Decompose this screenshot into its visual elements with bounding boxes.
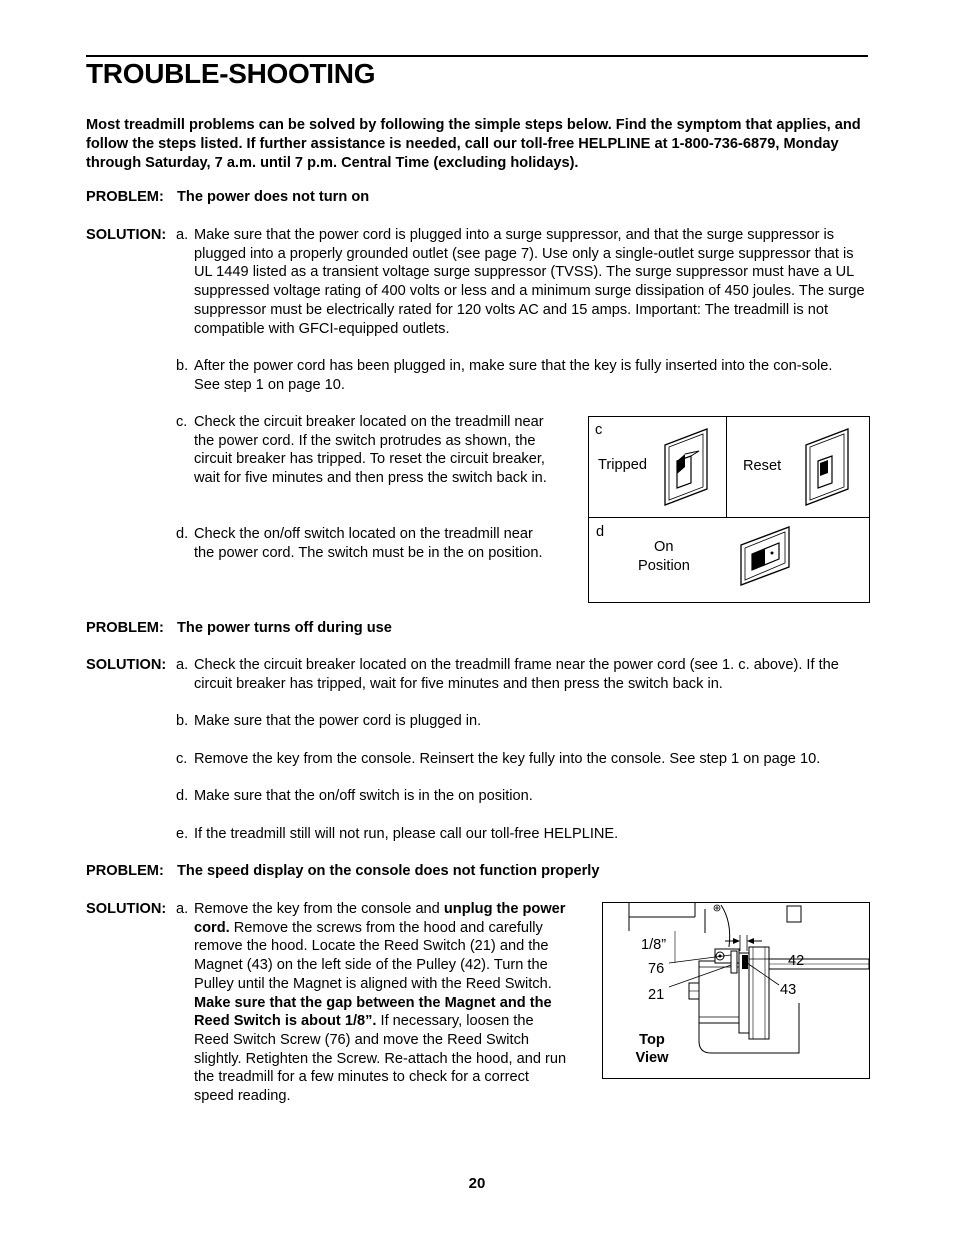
step-letter: b. [176,713,189,729]
reed-switch-figure [602,902,870,1079]
on-label: On [654,539,674,555]
step-text: Make sure that the power cord is plugged in. [194,713,482,729]
step-text: Make sure that the on/off switch is in the on position. [194,788,533,804]
tripped-label: Tripped [598,457,647,473]
problem-1-text: The power does not turn on [177,189,370,205]
page-title: TROUBLE-SHOOTING [86,58,376,89]
problem-2-heading [86,619,392,638]
p1-step-a [176,226,870,338]
p1-step-d [176,525,554,562]
step-letter: c. [176,751,188,767]
problem-3-text: The speed display on the console does not function properly [177,863,600,879]
problem-3-heading [86,862,599,881]
gap-label: 1/8” [641,937,667,953]
step-letter: a. [176,227,189,243]
step-text: After the power cord has been plugged in, make sure that the key is fully inserted into the con-sole. See step 1 on page 10. [194,358,833,393]
step-text: Check the circuit breaker located on the treadmill near the power cord. If the switch protrudes as shown, the circuit breaker has tripped. To reset the circuit breaker, wait for five minutes and then press the switch back in. [194,414,547,487]
on-off-switch-icon [737,523,803,591]
tripped-breaker-icon [661,427,717,507]
step-letter: c. [176,414,188,430]
figure-letter-d: d [596,524,605,540]
top-label: Top [639,1032,665,1048]
step-text: Check the on/off switch located on the treadmill near the power cord. The switch must be in the on position. [194,526,543,561]
solution-2-label: SOLUTION: [86,657,167,673]
p3-step-a [176,900,568,1106]
step-text: If the treadmill still will not run, please call our toll-free HELPLINE. [194,826,619,842]
p2-step-d [176,787,870,806]
step-letter: d. [176,788,189,804]
step-letter: d. [176,526,189,542]
p2-step-e [176,825,870,844]
reset-breaker-icon [802,427,858,507]
problem-label: PROBLEM: [86,863,164,879]
figure-letter-c: c [595,422,603,438]
reed-switch-diagram [603,903,869,1078]
step-text: Remove the key from the console. Reinsert the key fully into the console. See step 1 on page 10. [194,751,821,767]
p1-step-b [176,357,856,394]
solution-1-label: SOLUTION: [86,227,167,243]
step-text: Check the circuit breaker located on the treadmill frame near the power cord (see 1. c. above). If the circuit breaker has tripped, wait for five minutes and then press the switch back in. [194,657,839,692]
solution-3-label: SOLUTION: [86,901,167,917]
page-number: 20 [468,1175,486,1192]
view-label: View [635,1050,669,1066]
callout-21: 21 [648,987,665,1003]
p2-step-a [176,656,870,693]
problem-label: PROBLEM: [86,620,164,636]
reset-label: Reset [743,458,782,474]
intro-paragraph: Most treadmill problems can be solved by following the simple steps below. Find the symptom that applies, and follow the steps listed. If further assistance is needed, call our toll-free HELPLINE at 1-800-736-6879, Monday through Saturday, 7 a.m. until 7 p.m. Central Time (excluding holidays). [86,117,861,171]
step-letter: a. [176,901,189,917]
problem-2-text: The power turns off during use [177,620,392,636]
callout-76: 76 [648,961,665,977]
p1-step-c [176,413,554,488]
callout-42: 42 [788,953,805,969]
p2-step-c [176,750,876,769]
header-rule [86,55,868,57]
problem-1-heading [86,188,369,207]
step-letter: a. [176,657,189,673]
problem-label: PROBLEM: [86,189,164,205]
step-letter: e. [176,826,189,842]
step-text: Remove the key from the console and unplug the power cord. Remove the screws from the hood and carefully remove the hood. Locate the Reed Switch (21) and the Magnet (43) on the left side of the Pulley (42). Turn the Pulley until the Magnet is aligned with the Reed Switch. Make sure that the gap between the Magnet and the Reed Switch is about 1/8”. If necessary, loosen the Reed Switch Screw (76) and move the Reed Switch slightly. Retighten the Screw. Re-attach the hood, and run the treadmill for a few minutes to check for a correct speed reading. [194,901,567,1105]
step-text: Make sure that the power cord is plugged into a surge suppressor, and that the surge suppressor is plugged into a properly grounded outlet (see page 7). Use only a single-outlet surge suppressor that is UL 1449 listed as a transient voltage surge suppressor (TVSS). The surge suppressor must have a UL suppressed voltage rating of 400 volts or less and a minimum surge dissipation of 450 joules. The surge suppressor must be electrically rated for 120 volts AC and 15 amps. Important: The treadmill is not compatible with GFCI-equipped outlets. [194,227,865,337]
p2-step-b [176,712,870,731]
callout-43: 43 [780,982,797,998]
step-letter: b. [176,358,189,374]
switch-figure [588,416,870,603]
position-label: Position [638,558,690,574]
